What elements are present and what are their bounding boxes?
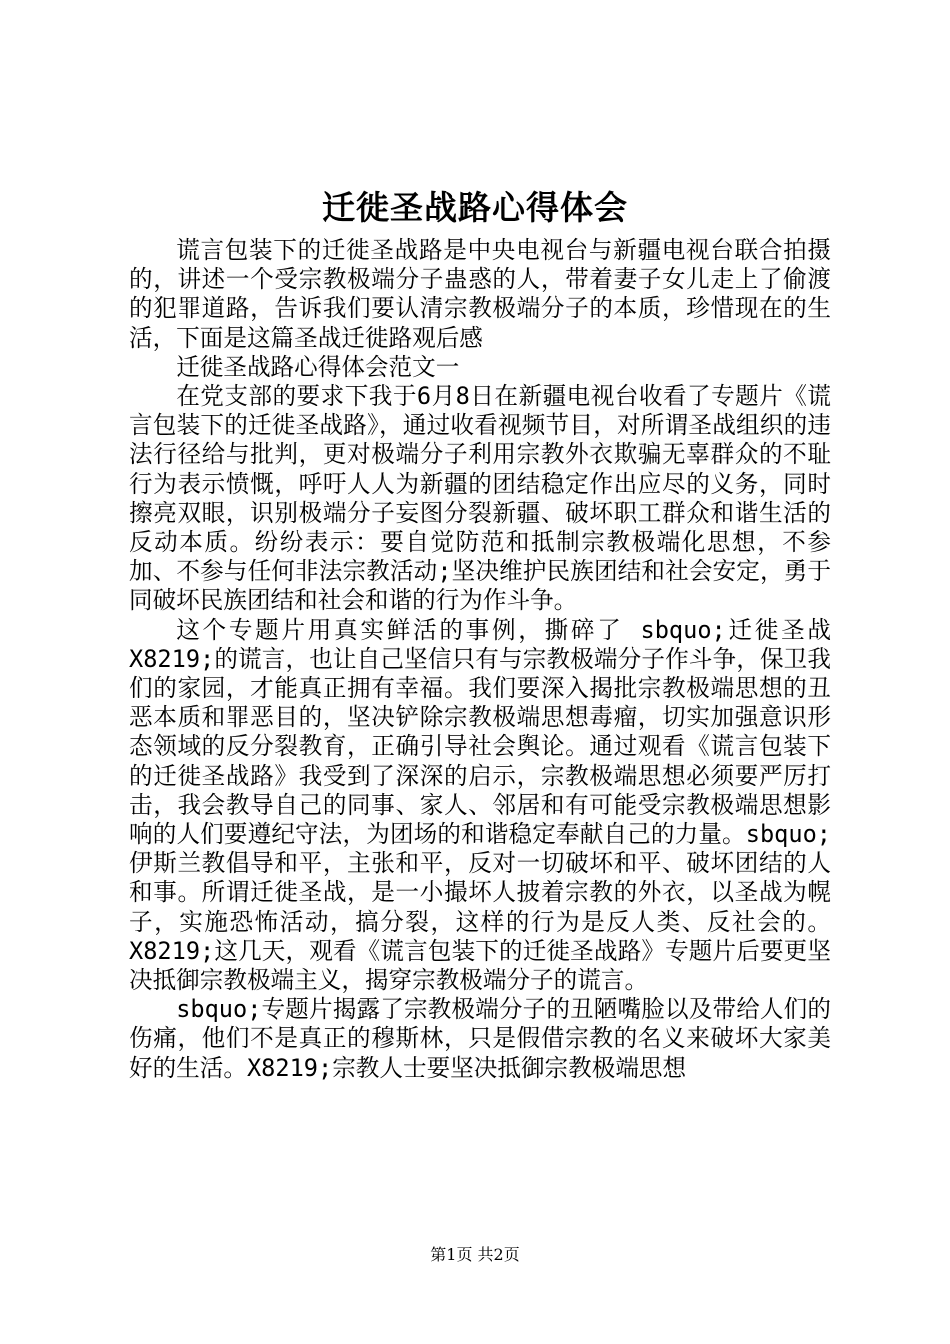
document-title: 迁徙圣战路心得体会 (322, 188, 628, 227)
intro-paragraph: 谎言包装下的迁徙圣战路是中央电视台与新疆电视台联合拍摄的，讲述一个受宗教极端分子蛊惑的人，带着妻子女儿走上了偷渡的犯罪道路，告诉我们要认清宗教极端分子的本质，珍惜现在的生活，下面是这篇圣战迁徙路观后感 (129, 236, 831, 352)
page-indicator: 第1页 共2页 (430, 1245, 520, 1264)
body-paragraph: sbquo;专题片揭露了宗教极端分子的丑陋嘴脸以及带给人们的伤痛，他们不是真正的穆斯林，只是假借宗教的名义来破坏大家美好的生活。X8219;宗教人士要坚决抵御宗教极端思想 (129, 995, 831, 1082)
body-paragraph: 这个专题片用真实鲜活的事例，撕碎了 sbquo;迁徙圣战X8219;的谎言，也让自己坚信只有与宗教极端分子作斗争，保卫我们的家园，才能真正拥有幸福。我们要深入揭批宗教极端思想的丑恶本质和罪恶目的，坚决铲除宗教极端思想毒瘤，切实加强意识形态领域的反分裂教育，正确引导社会舆论。通过观看《谎言包装下的迁徙圣战路》我受到了深深的启示，宗教极端思想必须要严厉打击，我会教导自己的同事、家人、邻居和有可能受宗教极端思想影响的人们要遵纪守法，为团场的和谐稳定奉献自己的力量。sbquo;伊斯兰教倡导和平，主张和平，反对一切破坏和平、破坏团结的人和事。所谓迁徙圣战，是一小撮坏人披着宗教的外衣，以圣战为幌子，实施恐怖活动，搞分裂，这样的行为是反人类、反社会的。X8219;这几天，观看《谎言包装下的迁徙圣战路》专题片后要更坚决抵御宗教极端主义，揭穿宗教极端分子的谎言。 (129, 615, 831, 995)
document-body (129, 236, 831, 1083)
body-paragraph: 在党支部的要求下我于6月8日在新疆电视台收看了专题片《谎言包装下的迁徙圣战路》，通过收看视频节目，对所谓圣战组织的违法行径给与批判，更对极端分子利用宗教外衣欺骗无辜群众的不耻行为表示愤慨，呼吁人人为新疆的团结稳定作出应尽的义务，同时擦亮双眼，识别极端分子妄图分裂新疆、破坏职工群众和谐生活的反动本质。纷纷表示：要自觉防范和抵制宗教极端化思想，不参加、不参与任何非法宗教活动;坚决维护民族团结和社会安定，勇于同破坏民族团结和社会和谐的行为作斗争。 (129, 382, 831, 615)
section-heading: 迁徙圣战路心得体会范文一 (176, 352, 460, 381)
